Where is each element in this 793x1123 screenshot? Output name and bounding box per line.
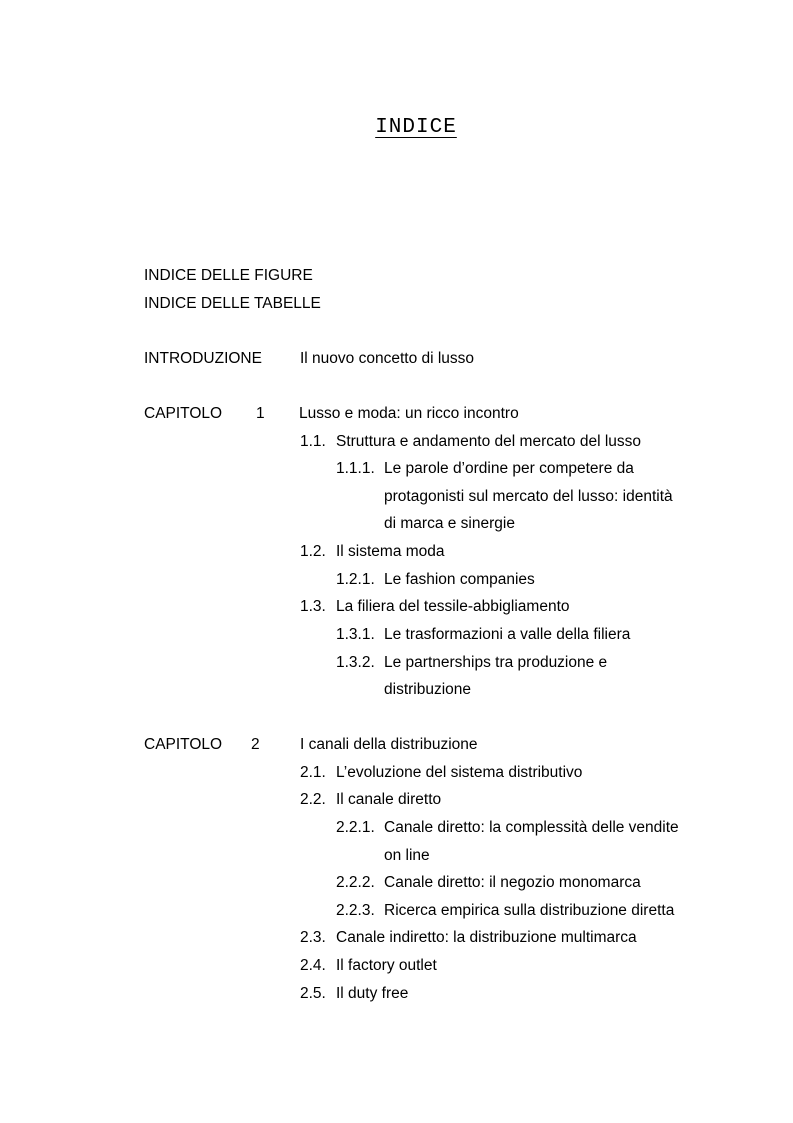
chapter-number: 1 bbox=[256, 405, 265, 422]
subsection-number: 1.2.1. bbox=[336, 571, 375, 588]
subsection-number: 1.3.1. bbox=[336, 626, 375, 643]
section-title: Il canale diretto bbox=[336, 791, 442, 808]
section-title: Il sistema moda bbox=[336, 543, 445, 560]
subsection-title-line: protagonisti sul mercato del lusso: identità bbox=[384, 488, 673, 505]
section-title: Il factory outlet bbox=[336, 957, 437, 974]
section-title: L’evoluzione del sistema distributivo bbox=[336, 764, 583, 781]
section-number: 1.2. bbox=[300, 543, 326, 560]
subsection-title-line: Le parole d’ordine per competere da bbox=[384, 460, 634, 477]
section-title: Canale indiretto: la distribuzione multimarca bbox=[336, 929, 637, 946]
section-title: La filiera del tessile-abbigliamento bbox=[336, 598, 570, 615]
subsection-title-line: Canale diretto: il negozio monomarca bbox=[384, 874, 641, 891]
subsection-title-line: Le partnerships tra produzione e bbox=[384, 654, 608, 671]
section-title: Il duty free bbox=[336, 985, 409, 1002]
section-number: 1.3. bbox=[300, 598, 326, 615]
introduction-title: Il nuovo concetto di lusso bbox=[300, 350, 475, 367]
table-index-entry: INDICE DELLE TABELLE bbox=[144, 295, 321, 312]
subsection-number: 1.3.2. bbox=[336, 654, 375, 671]
subsection-number: 2.2.1. bbox=[336, 819, 375, 836]
section-number: 2.3. bbox=[300, 929, 326, 946]
subsection-title-line: Ricerca empirica sulla distribuzione diretta bbox=[384, 902, 675, 919]
section-number: 1.1. bbox=[300, 433, 326, 450]
subsection-title-line: Le fashion companies bbox=[384, 571, 535, 588]
subsection-title-line: Le trasformazioni a valle della filiera bbox=[384, 626, 631, 643]
section-title: Struttura e andamento del mercato del lusso bbox=[336, 433, 642, 450]
subsection-number: 2.2.2. bbox=[336, 874, 375, 891]
subsection-title-line: on line bbox=[384, 847, 430, 864]
subsection-number: 1.1.1. bbox=[336, 460, 375, 477]
section-number: 2.4. bbox=[300, 957, 326, 974]
section-number: 2.2. bbox=[300, 791, 326, 808]
chapter-label: CAPITOLO bbox=[144, 405, 223, 422]
page-title: INDICE bbox=[375, 116, 457, 139]
section-number: 2.1. bbox=[300, 764, 326, 781]
figure-index-entry: INDICE DELLE FIGURE bbox=[144, 267, 313, 284]
subsection-number: 2.2.3. bbox=[336, 902, 375, 919]
chapter-title: I canali della distribuzione bbox=[300, 736, 478, 753]
subsection-title-line: di marca e sinergie bbox=[384, 515, 515, 532]
chapter-title: Lusso e moda: un ricco incontro bbox=[299, 405, 519, 422]
chapter-number: 2 bbox=[251, 736, 260, 753]
introduction-label: INTRODUZIONE bbox=[144, 350, 262, 367]
chapter-label: CAPITOLO bbox=[144, 736, 223, 753]
subsection-title-line: Canale diretto: la complessità delle vendite bbox=[384, 819, 679, 836]
section-number: 2.5. bbox=[300, 985, 326, 1002]
subsection-title-line: distribuzione bbox=[384, 681, 472, 698]
